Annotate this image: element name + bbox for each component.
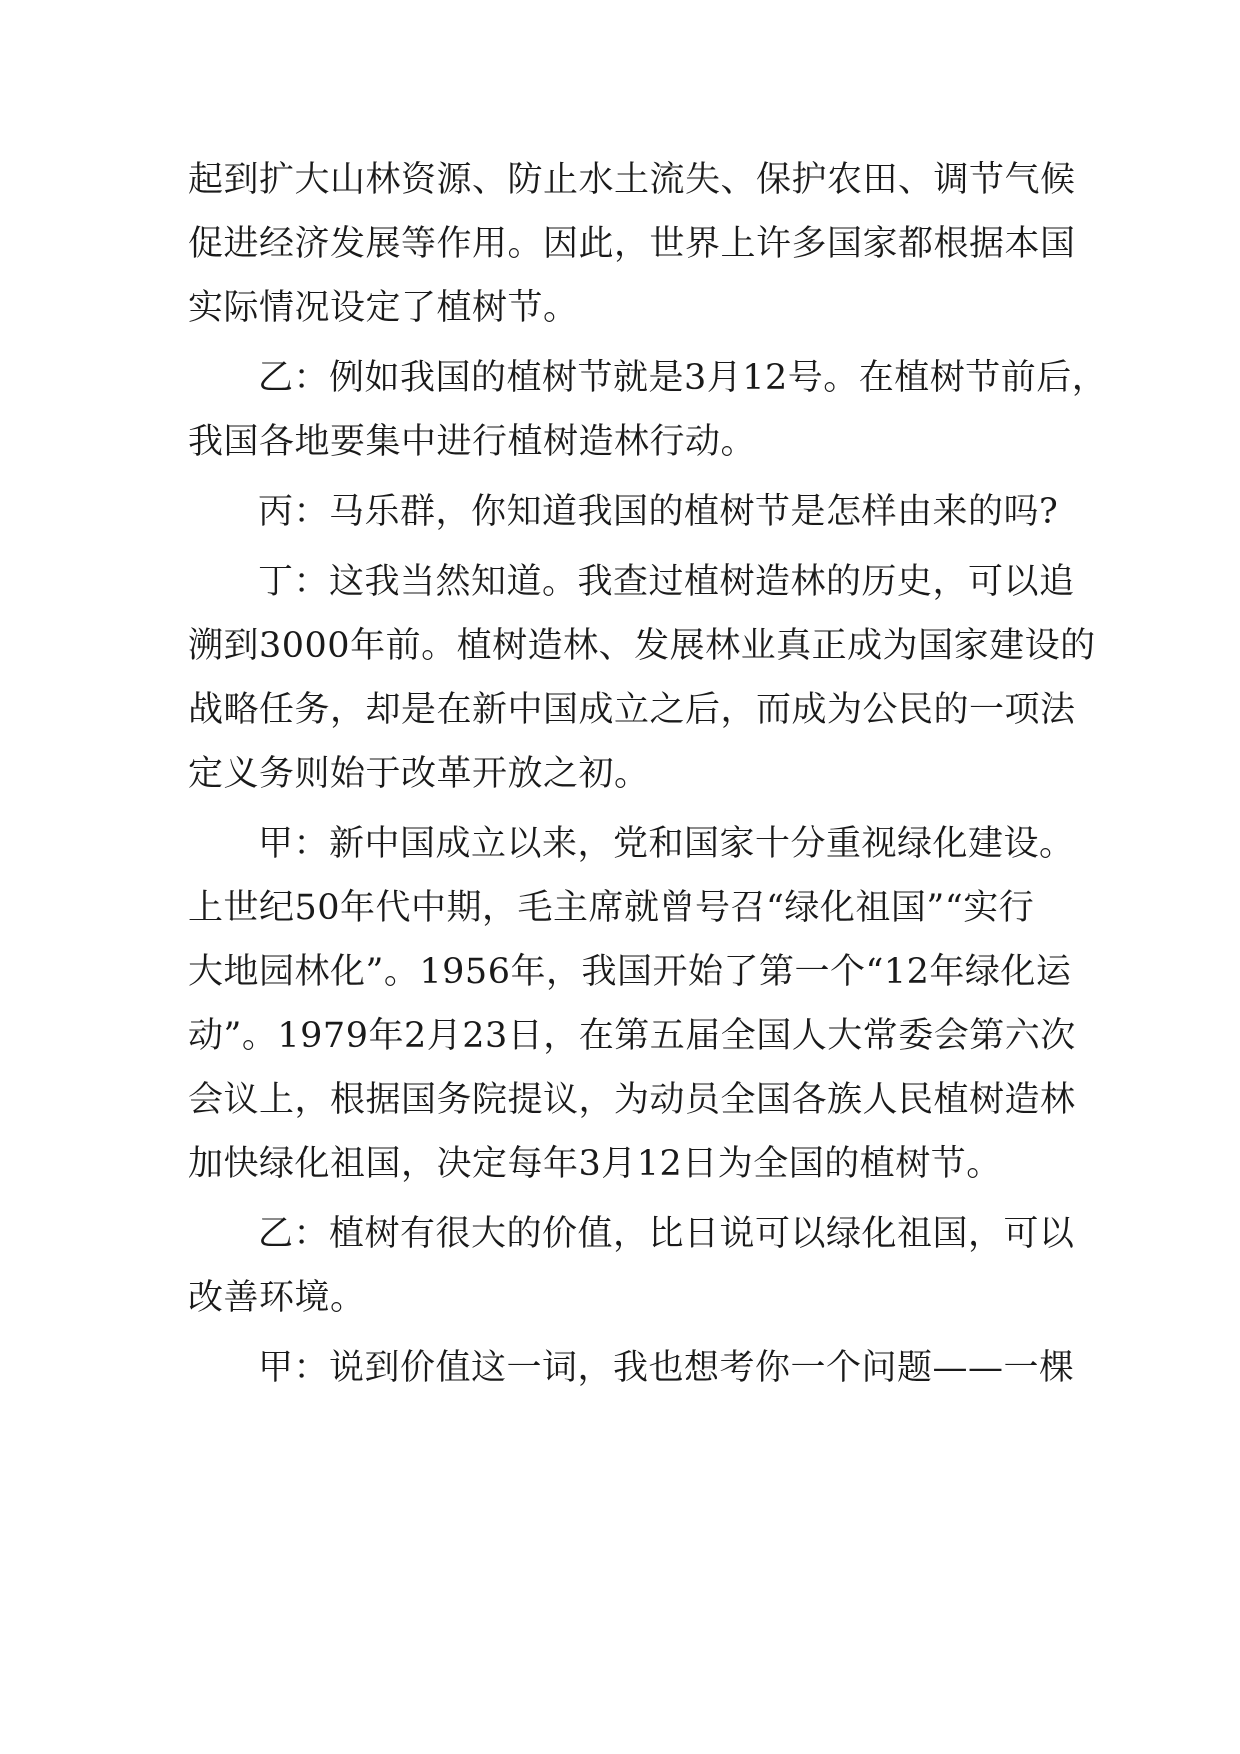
text-line: 起到扩大山林资源、防止水土流失、保护农田、调节气候	[188, 160, 1076, 200]
text-line: 丙：马乐群，你知道我国的植树节是怎样由来的吗?	[258, 492, 1059, 532]
text-line: 丁：这我当然知道。我查过植树造林的历史，可以追	[258, 562, 1075, 602]
text-line: 会议上，根据国务院提议，为动员全国各族人民植树造林	[188, 1080, 1076, 1120]
text-line: 动”。1979年2月23日，在第五届全国人大常委会第六次	[188, 1016, 1076, 1056]
text-line: 我国各地要集中进行植树造林行动。	[188, 422, 757, 462]
text-line: 溯到3000年前。植树造林、发展林业真正成为国家建设的	[188, 626, 1096, 666]
text-line: 乙：例如我国的植树节就是3月12号。在植树节前后，	[258, 358, 1108, 398]
text-line: 实际情况设定了植树节。	[188, 288, 579, 328]
text-line: 改善环境。	[188, 1278, 366, 1318]
text-line: 加快绿化祖国，决定每年3月12日为全国的植树节。	[188, 1144, 1002, 1184]
text-line: 甲：说到价值这一词，我也想考你一个问题——一棵	[258, 1348, 1075, 1388]
text-line: 战略任务，却是在新中国成立之后，而成为公民的一项法	[188, 690, 1076, 730]
text-line: 甲：新中国成立以来，党和国家十分重视绿化建设。	[258, 824, 1075, 864]
text-line: 乙：植树有很大的价值，比日说可以绿化祖国，可以	[258, 1214, 1075, 1254]
text-line: 促进经济发展等作用。因此，世界上许多国家都根据本国	[188, 224, 1076, 264]
text-line: 大地园林化”。1956年，我国开始了第一个“12年绿化运	[188, 952, 1072, 992]
text-line: 定义务则始于改革开放之初。	[188, 754, 650, 794]
text-line: 上世纪50年代中期，毛主席就曾号召“绿化祖国”“实行	[188, 888, 1035, 928]
